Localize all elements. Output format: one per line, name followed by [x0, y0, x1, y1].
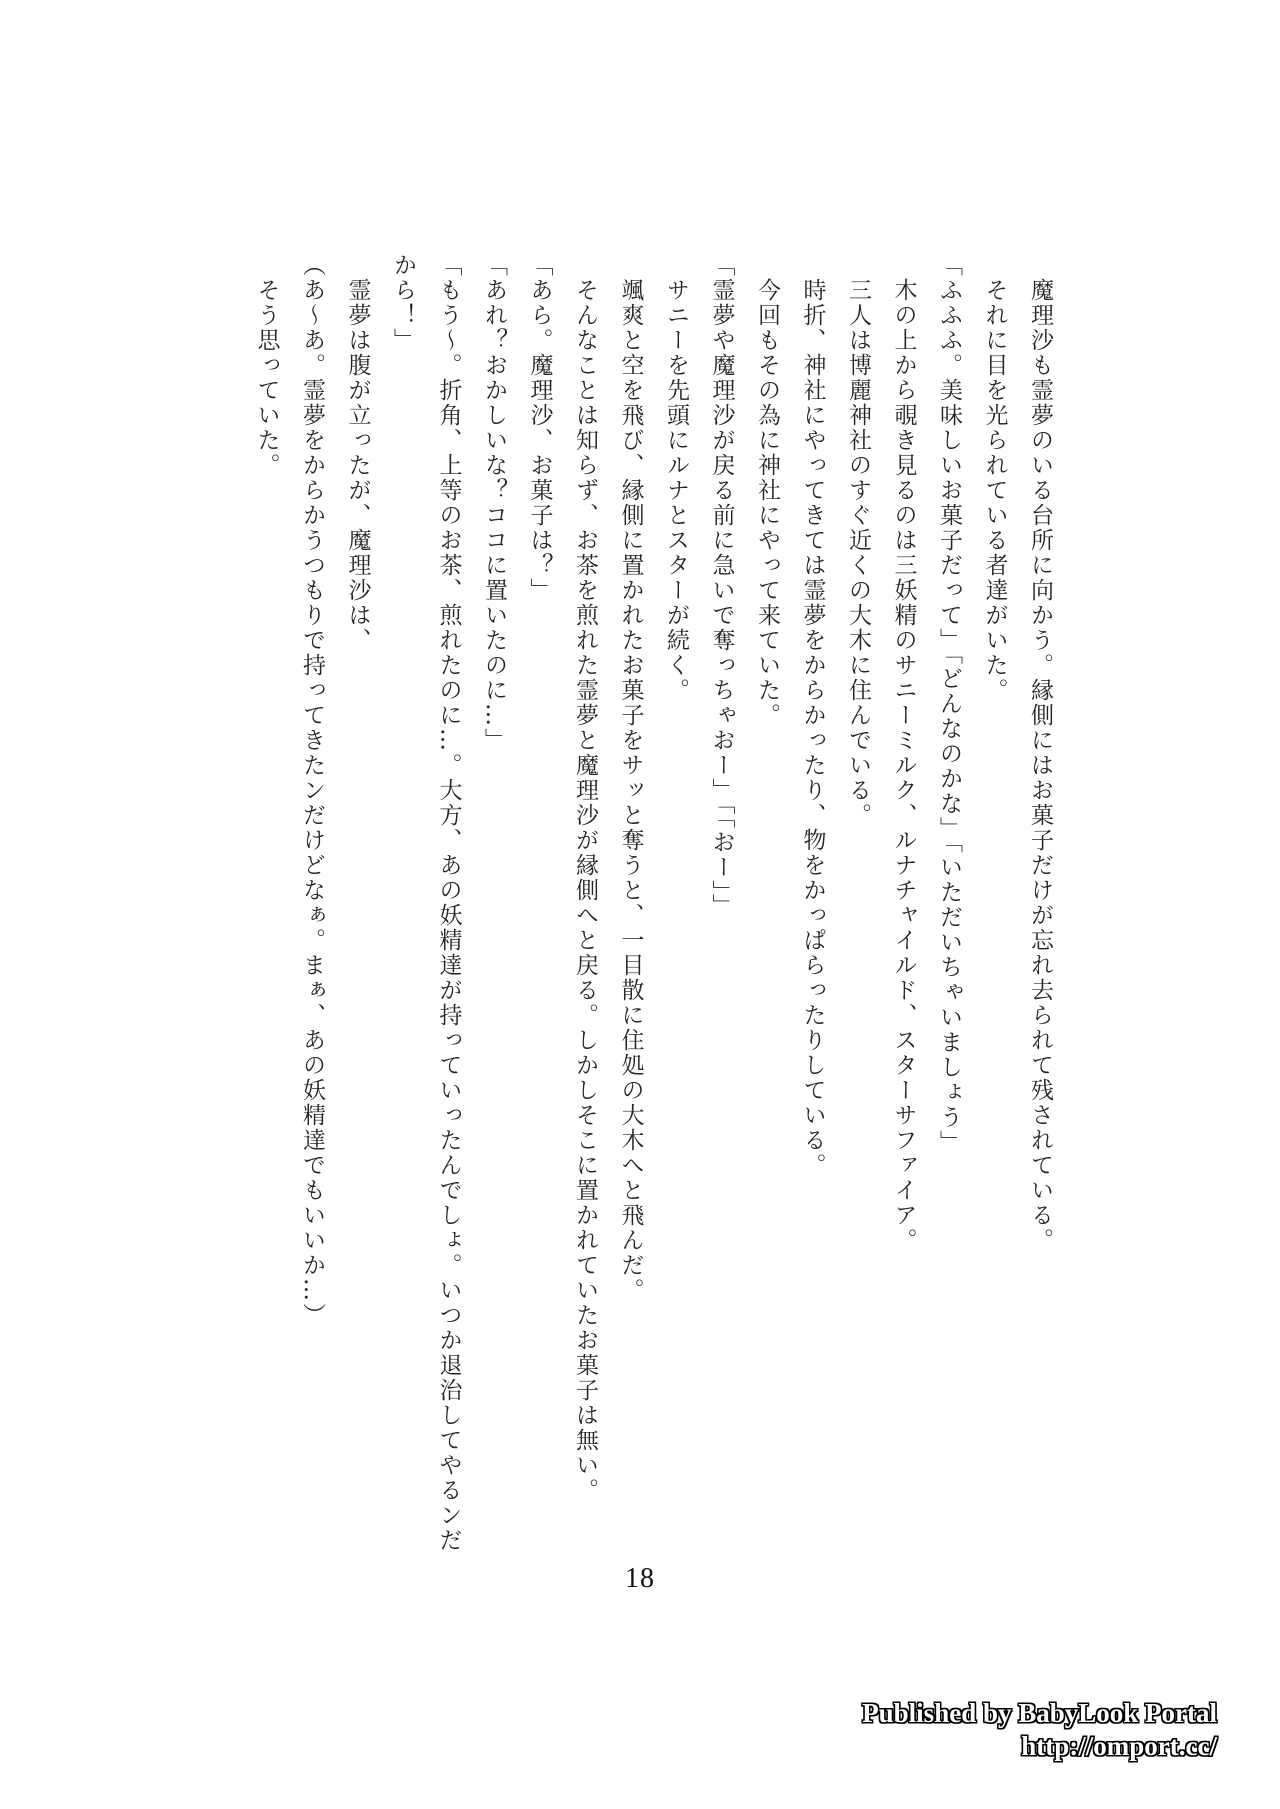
novel-text-block	[238, 253, 1062, 1555]
novel-paragraph: 三人は博麗神社のすぐ近くの大木に住んでいる。	[845, 278, 871, 828]
novel-paragraph: 時折、神社にやってきては霊夢をからかったり、物をかっぱらったりしている。	[799, 278, 826, 1178]
novel-paragraph: 霊夢は腹が立ったが、魔理沙は、	[344, 278, 371, 653]
novel-paragraph: サニーを先頭にルナとスターが続く。	[663, 278, 689, 703]
novel-paragraph-dialogue: 「あれ？おかしいな？ココに置いたのに…」	[481, 253, 507, 753]
footer-publisher: Published by BabyLook Portal	[862, 1698, 1217, 1728]
novel-paragraph-dialogue: 「もう〜。折角、上等のお茶、煎れたのに…。大方、あの妖精達が持っていったんでしょ。いつか退治してやるンだから！」	[390, 253, 462, 1553]
novel-paragraph: 今回もその為に神社にやって来ていた。	[754, 278, 780, 728]
novel-paragraph: それに目を光られている者達がいた。	[981, 278, 1008, 703]
footer-credit	[862, 1697, 1217, 1763]
novel-paragraph: そう思っていた。	[253, 278, 280, 478]
novel-paragraph: 魔理沙も霊夢のいる台所に向かう。縁側にはお菓子だけが忘れ去られて残されている。	[1027, 278, 1053, 1253]
novel-paragraph-dialogue: 「霊夢や魔理沙が戻る前に急いで奪っちゃおー」「「おー」」	[708, 253, 735, 919]
novel-paragraph-dialogue: 「あら。魔理沙、お菓子は？」	[526, 253, 553, 603]
novel-paragraph-thought: （あ〜あ。霊夢をからかうつもりで持ってきたンだけどなぁ。まぁ、あの妖精達でもいいか…）	[299, 253, 325, 1328]
page-number: 18	[625, 1563, 655, 1594]
novel-paragraph: 木の上から覗き見るのは三妖精のサニーミルク、ルナチャイルド、スターサファイア。	[890, 278, 917, 1253]
novel-paragraph-dialogue: 「ふふふ。美味しいお菓子だって」「どんなのかな」「いただいちゃいましょう」	[936, 253, 962, 1155]
novel-paragraph: 颯爽と空を飛び、縁側に置かれたお菓子をサッと奪うと、一目散に住処の大木へと飛んだ。	[617, 278, 644, 1303]
footer-url: http://omport.cc/	[1021, 1731, 1217, 1761]
novel-paragraph: そんなことは知らず、お茶を煎れた霊夢と魔理沙が縁側へと戻る。しかしそこに置かれていたお菓子は無い。	[572, 278, 598, 1503]
